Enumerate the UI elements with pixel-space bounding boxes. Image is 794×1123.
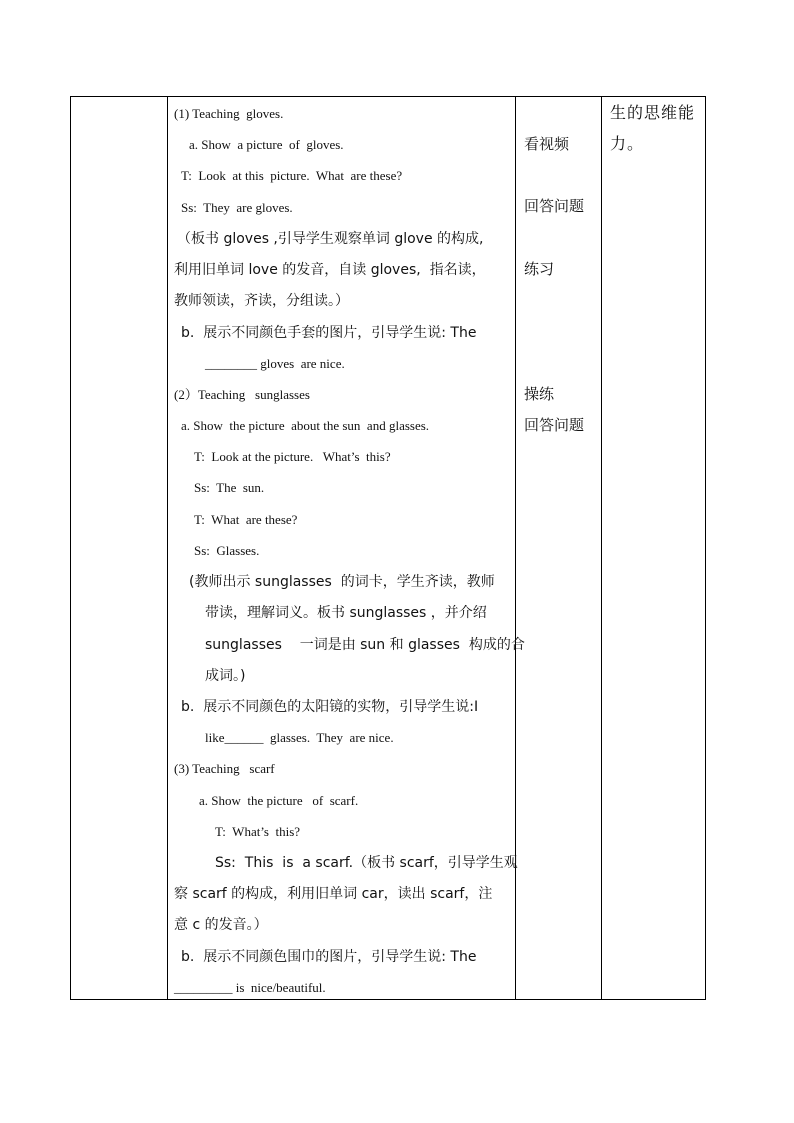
activity-line: 回答问题 — [524, 197, 585, 215]
process-line: a. Show a picture of gloves. — [189, 137, 344, 152]
process-line: a. Show the picture about the sun and glasses. — [181, 418, 430, 433]
process-line: （板书 gloves ,引导学生观察单词 glove 的构成, — [177, 231, 484, 247]
process-line: (3) Teaching scarf — [174, 761, 275, 776]
process-line: T: Look at this picture. What are these? — [181, 168, 403, 183]
process-line: 带读，理解词义。板书 sunglasses ，并介绍 — [205, 605, 487, 621]
column-divider — [601, 97, 602, 999]
process-line: T: Look at the picture. What’s this? — [194, 449, 391, 464]
process-line: T: What’s this? — [215, 824, 301, 839]
process-line: Ss: The sun. — [194, 480, 265, 495]
process-line: Ss: This is a scarf.（板书 scarf，引导学生观 — [215, 855, 518, 871]
process-line: T: What are these? — [194, 512, 298, 527]
process-line: sunglasses 一词是由 sun 和 glasses 构成的合 — [205, 637, 525, 653]
process-line: Ss: Glasses. — [194, 543, 260, 558]
process-line: 成词。) — [205, 668, 246, 684]
process-line: 意 c 的发音。） — [174, 917, 268, 933]
activity-line: 看视频 — [524, 135, 570, 153]
process-line: Ss: They are gloves. — [181, 200, 293, 215]
goal-line: 生的思维能 — [610, 103, 696, 122]
activity-line: 练习 — [524, 260, 555, 278]
process-line: ________ gloves are nice. — [205, 356, 345, 371]
goal-line: 力。 — [610, 134, 645, 153]
process-line: b. 展示不同颜色手套的图片，引导学生说: The — [181, 325, 477, 341]
process-line: 察 scarf 的构成，利用旧单词 car，读出 scarf，注 — [174, 886, 493, 902]
process-line: _________ is nice/beautiful. — [174, 980, 326, 995]
process-line: (2）Teaching sunglasses — [174, 387, 310, 402]
lesson-plan-table — [70, 96, 706, 1000]
process-line: 教师领读，齐读，分组读。） — [174, 293, 349, 309]
process-line: 利用旧单词 love 的发音，自读 gloves, 指名读， — [174, 262, 486, 278]
process-line: (教师出示 sunglasses 的词卡，学生齐读，教师 — [189, 574, 495, 590]
process-line: b. 展示不同颜色围巾的图片，引导学生说: The — [181, 949, 477, 965]
activity-line: 操练 — [524, 385, 555, 403]
process-line: a. Show the picture of scarf. — [199, 793, 359, 808]
process-line: (1) Teaching gloves. — [174, 106, 284, 121]
process-line: like______ glasses. They are nice. — [205, 730, 394, 745]
process-line: b. 展示不同颜色的太阳镜的实物，引导学生说:I — [181, 699, 479, 715]
column-divider — [167, 97, 168, 999]
activity-line: 回答问题 — [524, 416, 585, 434]
